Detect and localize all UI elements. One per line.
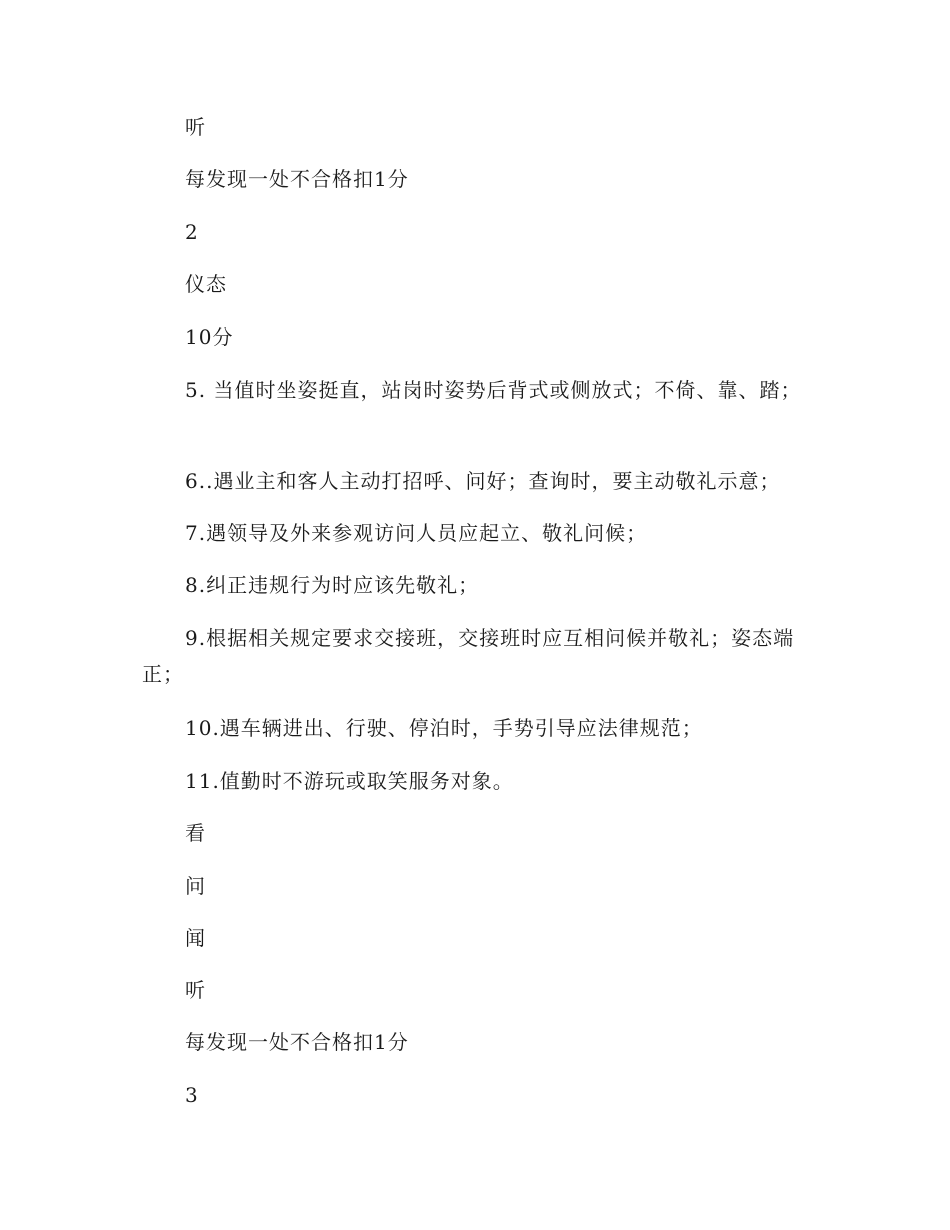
paragraph-listen-2: 听 (185, 978, 206, 1002)
paragraph-listen: 听 (185, 115, 206, 139)
paragraph-item-number-2: 3 (185, 1083, 199, 1107)
paragraph-category: 仪态 (185, 272, 227, 296)
paragraph-requirement-11: 11.值勤时不游玩或取笑服务对象。 (185, 769, 514, 793)
paragraph-requirement-7: 7.遇领导及外来参观访问人员应起立、敬礼问候； (185, 521, 648, 545)
paragraph-ask: 问 (185, 874, 206, 898)
paragraph-requirement-6: 6..遇业主和客人主动打招呼、问好；查询时，要主动敬礼示意； (185, 469, 781, 493)
paragraph-requirement-5: 5. 当值时坐姿挺直，站岗时姿势后背式或侧放式；不倚、靠、踏； (185, 378, 802, 402)
paragraph-requirement-10: 10.遇车辆进出、行驶、停泊时，手势引导应法律规范； (185, 716, 703, 740)
paragraph-deduction-rule-2: 每发现一处不合格扣1分 (185, 1030, 409, 1054)
paragraph-requirement-9: 9.根据相关规定要求交接班，交接班时应互相问候并敬礼；姿态端正； (142, 626, 795, 686)
paragraph-score: 10分 (185, 325, 234, 349)
paragraph-deduction-rule: 每发现一处不合格扣1分 (185, 167, 409, 191)
paragraph-item-number: 2 (185, 220, 199, 244)
paragraph-requirement-8: 8.纠正违规行为时应该先敬礼； (185, 573, 480, 597)
paragraph-smell: 闻 (185, 926, 206, 950)
paragraph-look: 看 (185, 821, 206, 845)
